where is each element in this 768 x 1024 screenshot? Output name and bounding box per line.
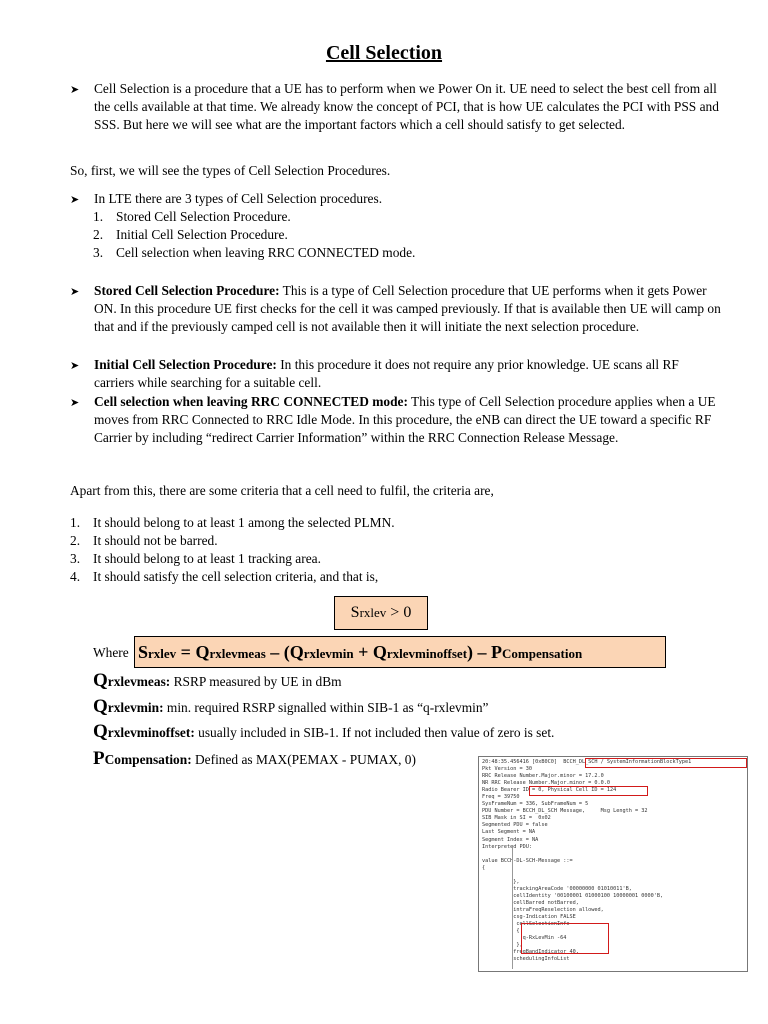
highlight-box xyxy=(529,786,648,796)
list-item: 2. It should not be barred. xyxy=(70,533,218,548)
arrow-bullet-icon: ➤ xyxy=(70,286,80,298)
srxlev-formula-box: Srxlev = Qrxlevmeas – (Qrxlevmin + Qrxlevminoffset) – PCompensation xyxy=(134,636,666,668)
page-title: Cell Selection xyxy=(325,42,443,64)
highlight-box xyxy=(521,923,609,954)
procedure-initial xyxy=(70,356,722,392)
procedure-connected xyxy=(70,393,722,447)
highlight-box xyxy=(585,758,747,768)
list-item: 2. Initial Cell Selection Procedure. xyxy=(93,227,288,242)
definition-qrxlevmeas: Qrxlevmeas: RSRP measured by UE in dBm xyxy=(93,670,342,691)
arrow-bullet-icon: ➤ xyxy=(70,397,80,409)
procedure-stored xyxy=(70,282,722,336)
criteria-list xyxy=(70,514,710,586)
procedure-heading: Cell selection when leaving RRC CONNECTED mode: xyxy=(94,394,408,409)
arrow-bullet-icon: ➤ xyxy=(70,84,80,96)
procedure-heading: Initial Cell Selection Procedure: xyxy=(94,357,277,372)
definition-pcompensation: PCompensation: Defined as MAX(PEMAX - PUMAX, 0) xyxy=(93,748,416,769)
procedure-body: This type of Cell Selection procedure applies when a UE moves from RRC Connected to RRC Idle Mode. In this procedure, the eNB can direct the UE toward a specific RF Carrier by including “redirect Carrier Information” within the RRC Connection Release Message. xyxy=(94,394,716,445)
criterion-formula-box: Srxlev > 0 xyxy=(334,596,428,630)
definition-qrxlevmin: Qrxlevmin: min. required RSRP signalled within SIB-1 as “q-rxlevmin” xyxy=(93,696,489,717)
tree-indent-line xyxy=(512,845,513,969)
arrow-bullet-icon: ➤ xyxy=(70,194,80,206)
list-item: 1. It should belong to at least 1 among the selected PLMN. xyxy=(70,515,395,530)
types-list xyxy=(93,208,713,262)
list-item: 3. Cell selection when leaving RRC CONNECTED mode. xyxy=(93,245,416,260)
procedure-body: In this procedure it does not require any prior knowledge. UE scans all RF carriers while searching for a suitable cell. xyxy=(94,357,679,390)
definition-qrxlevminoffset: Qrxlevminoffset: usually included in SIB-1. If not included then value of zero is set. xyxy=(93,721,555,742)
criteria-lead: Apart from this, there are some criteria that a cell need to fulfil, the criteria are, xyxy=(70,483,494,498)
procedure-heading: Stored Cell Selection Procedure: xyxy=(94,283,280,298)
procedure-body: This is a type of Cell Selection procedure that UE performs when it gets Power ON. In this procedure UE first checks for the cell it was camped previously. If that is available then UE will camp on that and if the previously camped cell is not available then it will initiate the next selection procedure. xyxy=(94,283,721,334)
arrow-bullet-icon: ➤ xyxy=(70,360,80,372)
sib1-log-screenshot xyxy=(478,756,748,972)
types-bullet-text: In LTE there are 3 types of Cell Selection procedures. xyxy=(94,191,383,206)
intro-bullet xyxy=(70,80,722,134)
types-lead: So, first, we will see the types of Cell Selection Procedures. xyxy=(70,163,391,178)
types-bullet xyxy=(70,190,722,209)
log-text: 20:48:35.456416 [0xB0C0] BCCH_DL_SCH / SystemInformationBlockType1 Pkt Version = 30 RRC Release Number.Major.minor = 17.2.0 NR RRC Release Number.Major.minor = 0.0.0 Radio Bearer ID = 0, Physical Cell ID = 124 Freq = 39750 SysFrameNum = 336, SubFrameNum = 5 PDU Number = BCCH_DL_SCH Message, Msg Length = 32 SIB Mask in SI = 0x02 Segmented PDU = false Last Segment = NA Segment Index = NA Interpreted PDU: value BCCH-DL-SCH-Message ::= { }, trackingAreaCode '00000000 01010011'B, cellIdentity '00100001 01000100 10000001 0000'B, cellBarred notBarred, intraFreqReselection allowed, csg-Indication FALSE cellSelectionInfo { q-RxLevMin -64 }, freqBandIndicator 40, schedulingInfoList xyxy=(482,759,692,963)
where-label: Where xyxy=(93,645,129,660)
list-item: 1. Stored Cell Selection Procedure. xyxy=(93,209,291,224)
intro-text: Cell Selection is a procedure that a UE has to perform when we Power On it. UE need to select the best cell from all the cells available at that time. We already know the concept of PCI, that is how UE calculates the PCI with PSS and SSS. But here we will see what are the important factors which a cell should satisfy to get selected. xyxy=(94,81,719,132)
list-item: 3. It should belong to at least 1 tracking area. xyxy=(70,551,321,566)
list-item: 4. It should satisfy the cell selection criteria, and that is, xyxy=(70,569,379,584)
